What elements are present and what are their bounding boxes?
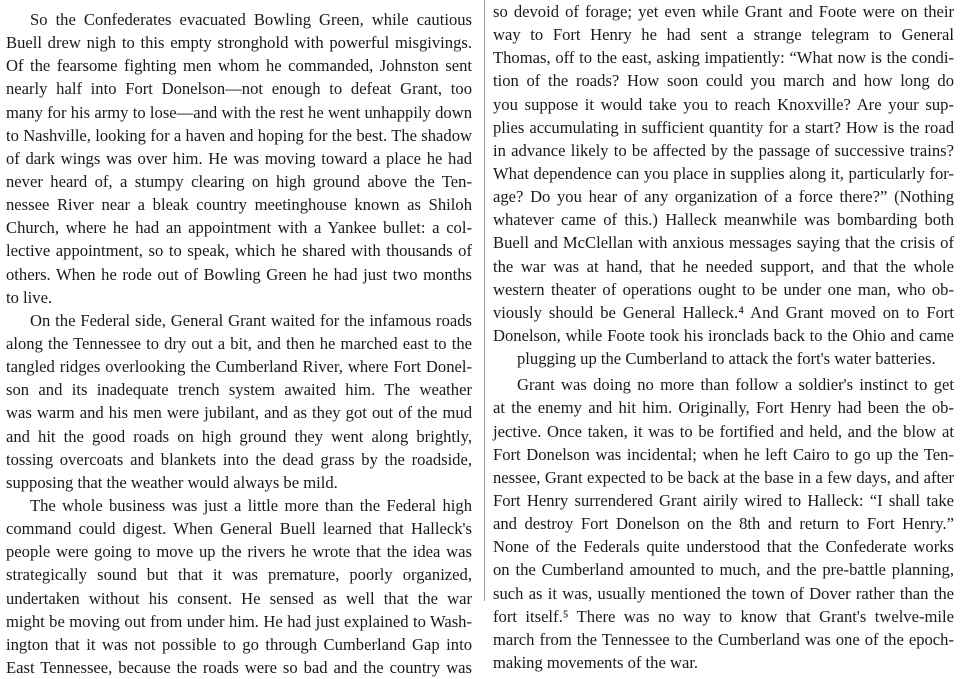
- text-line: So the Confederates evacuated Bowling Green, while cautious: [30, 10, 472, 29]
- text-line: None of the Federals quite understood that the Confederate works: [493, 537, 954, 557]
- text-line: tion of the roads? How soon could you march and how long do: [493, 71, 954, 91]
- text-line: undertaken without his consent. He sensed as well that the war: [6, 588, 472, 608]
- text-line: you suppose it would take you to reach Knoxville? Are your sup-: [493, 94, 954, 114]
- text-line: son and its inadequate trench system awaited him. The weather: [6, 380, 472, 400]
- text-line: fort itself.⁵ There was no way to know that Grant's twelve-mile: [493, 606, 954, 626]
- text-line: nessee River near a bleak country meetinghouse known as Shiloh: [6, 195, 472, 215]
- left-column: [0, 0, 478, 677]
- text-line: people were going to move up the rivers he wrote that the idea was: [6, 542, 472, 562]
- text-line: age? Do you hear of any organization of a force there?” (Nothing: [493, 187, 954, 207]
- text-line: nearly half into Fort Donelson—not enough to defeat Grant, too: [6, 79, 472, 99]
- text-line: tangled ridges overlooking the Cumberland River, where Fort Donel-: [6, 357, 472, 377]
- text-line: Grant was doing no more than follow a soldier's instinct to get: [517, 375, 954, 395]
- text-line: supposing that the weather would always be mild.: [6, 472, 338, 492]
- text-line: the war was at hand, that he needed support, and that the whole: [493, 256, 954, 276]
- text-line: lective appointment, so to speak, which he shared with thousands of: [6, 241, 472, 261]
- text-line: on the Cumberland amounted to much, and the pre-battle planning,: [493, 560, 954, 580]
- text-line: of dark wings was over him. He was moving toward a place he had: [6, 148, 472, 168]
- text-line: and hit the good roads on high ground they went along brightly,: [6, 426, 472, 446]
- text-line: whatever came of this.) Halleck meanwhile was bombarding both: [493, 210, 954, 230]
- text-line: in advance likely to be affected by the passage of successive trains?: [493, 140, 954, 160]
- text-line: to Nashville, looking for a haven and hoping for the best. The shadow: [6, 125, 472, 145]
- text-line: Buell and McClellan with anxious messages saying that the crisis of: [493, 233, 954, 253]
- text-line: plugging up the Cumberland to attack the fort's water batteries.: [517, 349, 936, 369]
- text-line: nessee, Grant expected to be back at the base in a few days, and after: [493, 467, 954, 487]
- text-line: and destroy Fort Donelson on the 8th and return to Fort Henry.”: [493, 514, 954, 534]
- text-line: Thomas, off to the east, asking impatiently: “What now is the condi-: [493, 48, 954, 68]
- text-line: Of the fearsome fighting men whom he commanded, Johnston sent: [6, 56, 472, 76]
- text-line: Buell drew nigh to this empty stronghold with powerful misgivings.: [6, 33, 472, 53]
- text-line: making movements of the war.: [493, 652, 699, 672]
- text-line: tossing overcoats and blankets into the dead grass by the roadside,: [6, 449, 472, 469]
- text-line: others. When he rode out of Bowling Green he had just two months: [6, 264, 472, 284]
- text-line: to live.: [6, 287, 53, 307]
- text-line: viously should be General Halleck.⁴ And Grant moved on to Fort: [493, 302, 954, 322]
- text-line: was warm and his men were jubilant, and as they got out of the mud: [6, 403, 472, 423]
- text-line: way to Fort Henry he had sent a strange telegram to General: [493, 25, 954, 45]
- text-line: march from the Tennessee to the Cumberland was one of the epoch-: [493, 629, 954, 649]
- text-line: East Tennessee, because the roads were so bad and the country was: [6, 657, 472, 677]
- text-line: Fort Donelson was incidental; when he left Cairo to go up the Ten-: [493, 444, 954, 464]
- text-line: western theater of operations ought to be under one man, who ob-: [493, 279, 954, 299]
- text-line: such as it was, usually mentioned the town of Dover rather than the: [493, 583, 954, 603]
- text-line: Church, where he had an appointment with a Yankee bullet: a col-: [6, 218, 472, 238]
- text-line: command could digest. When General Buell learned that Halleck's: [6, 519, 472, 539]
- text-line: might be moving out from under him. He had just explained to Wash-: [6, 611, 472, 631]
- text-line: jective. Once taken, it was to be fortified and held, and the blow at: [493, 421, 954, 441]
- right-column: [484, 0, 960, 672]
- text-line: so devoid of forage; yet even while Grant and Foote were on their: [493, 2, 954, 21]
- text-line: at the enemy and hit him. Originally, Fort Henry had been the ob-: [493, 398, 954, 418]
- text-line: Fort Henry surrendered Grant airily wired to Halleck: “I shall take: [493, 490, 954, 510]
- text-line: Donelson, while Foote took his ironclads back to the Ohio and came: [493, 325, 954, 345]
- text-line: along the Tennessee to dry out a bit, and then he marched east to the: [6, 333, 472, 353]
- text-line: What dependence can you place in supplies along it, particularly for-: [493, 163, 954, 183]
- text-line: ington that it was not possible to go through Cumberland Gap into: [6, 634, 472, 654]
- text-line: plies accumulating in sufficient quantity for a start? How is the road: [493, 117, 954, 137]
- text-line: never heard of, a stumpy clearing on high ground above the Ten-: [6, 171, 472, 191]
- text-line: The whole business was just a little more than the Federal high: [30, 495, 472, 515]
- text-line: many for his army to lose—and with the rest he went unhappily down: [6, 102, 472, 122]
- text-line: On the Federal side, General Grant waited for the infamous roads: [30, 310, 472, 330]
- text-line: strategically sound but that it was premature, poorly organized,: [6, 565, 472, 585]
